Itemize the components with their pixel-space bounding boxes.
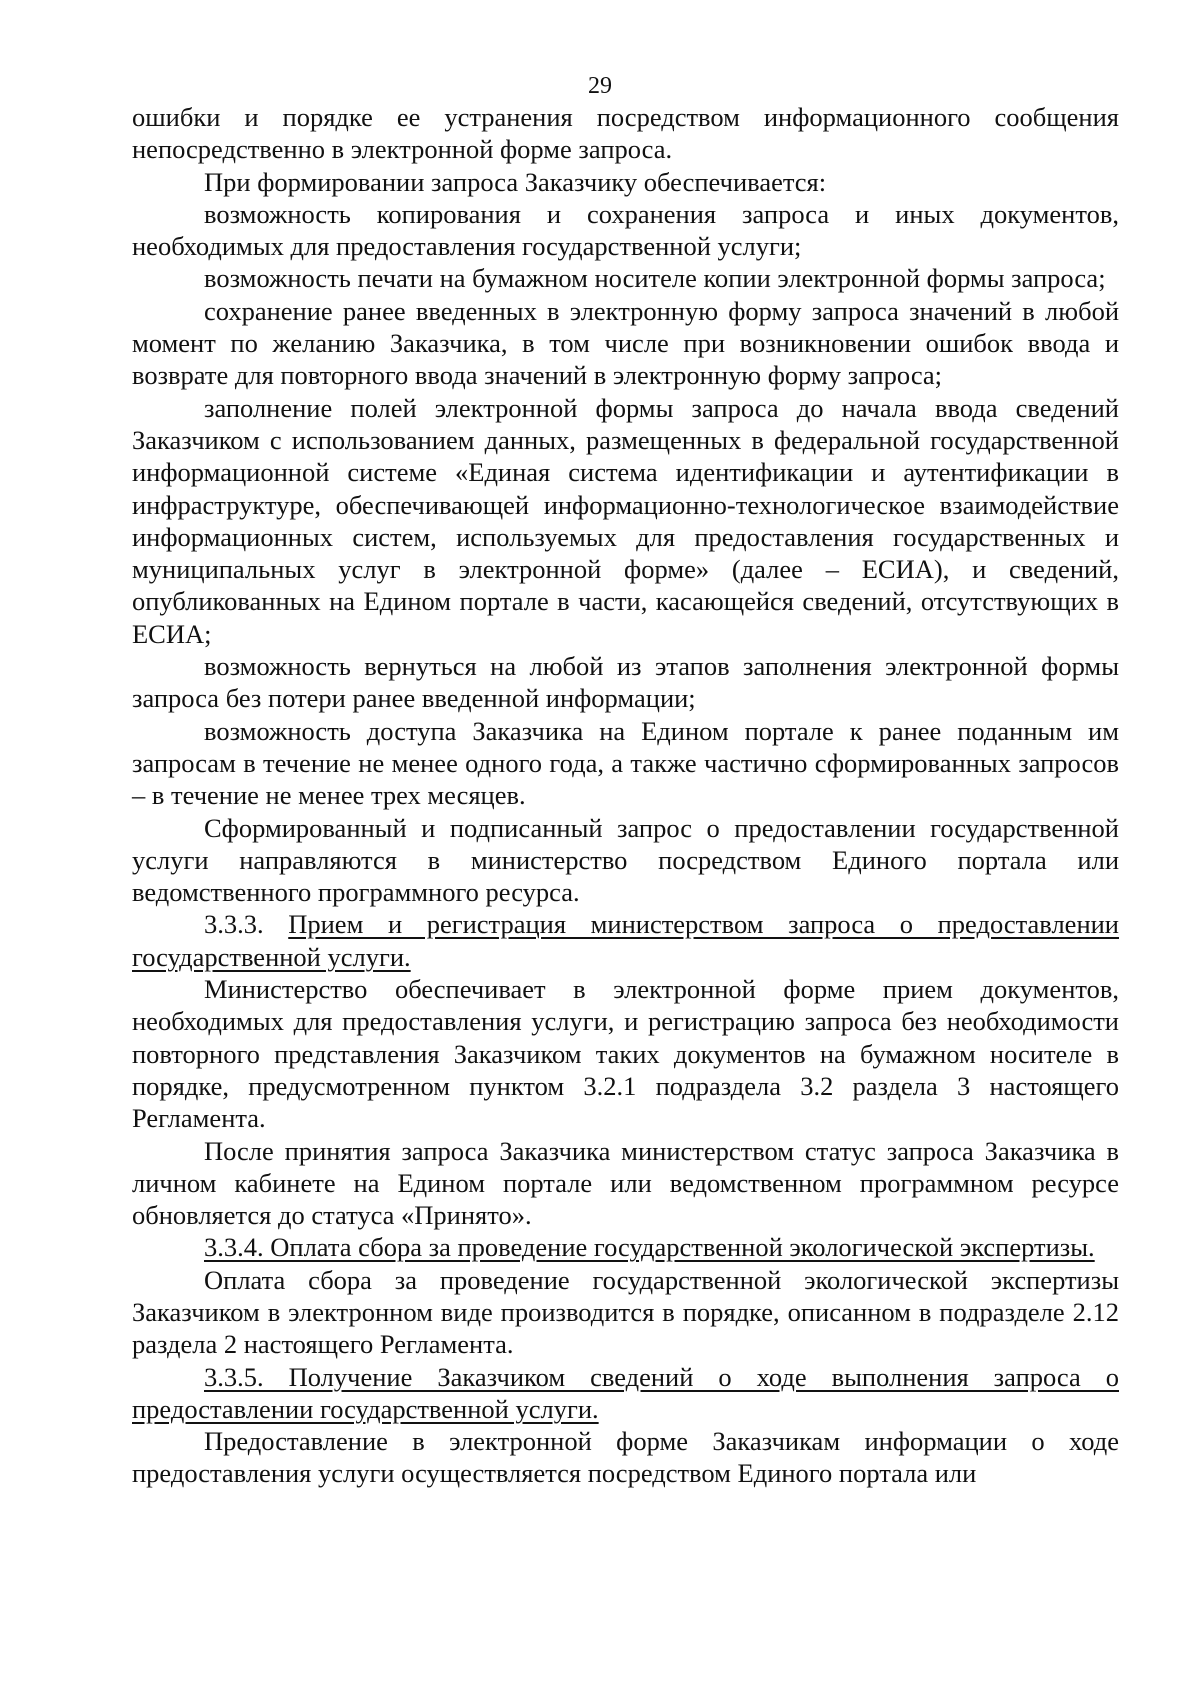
- paragraph-continuation: ошибки и порядке ее устранения посредством информационного сообщения непосредственно в электронной форме запроса.: [132, 102, 1119, 165]
- paragraph: При формировании запроса Заказчику обеспечивается:: [204, 166, 827, 197]
- paragraph: возможность доступа Заказчика на Едином портале к ранее поданным им запросам в течение не менее одного года, а также частично сформированных запросов – в течение не менее трех месяцев.: [132, 715, 1119, 811]
- section-title: Прием и регистрация министерством запроса о предоставлении государственной услуги.: [132, 909, 1119, 972]
- section-number: 3.3.3.: [204, 909, 264, 940]
- section-heading-3-3-3: [132, 908, 1119, 973]
- paragraph: возможность вернуться на любой из этапов заполнения электронной формы запроса без потери ранее введенной информации;: [132, 651, 1119, 714]
- paragraph: возможность печати на бумажном носителе копии электронной формы запроса;: [204, 263, 1106, 294]
- paragraph: Сформированный и подписанный запрос о предоставлении государственной услуги направляются в министерство посредством Единого портала или ведомственного программного ресурса.: [132, 812, 1119, 908]
- paragraph: Оплата сбора за проведение государственной экологической экспертизы Заказчиком в электронном виде производится в порядке, описанном в подразделе 2.12 раздела 2 настоящего Регламента.: [132, 1264, 1119, 1360]
- section-title: 3.3.4. Оплата сбора за проведение государственной экологической экспертизы.: [204, 1232, 1095, 1263]
- section-heading-3-3-4: [132, 1231, 1119, 1263]
- document-body: [132, 101, 1119, 1490]
- paragraph: сохранение ранее введенных в электронную форму запроса значений в любой момент по желанию Заказчика, в том числе при возникновении ошибок ввода и возврате для повторного ввода значений в электронную форму запроса;: [132, 295, 1119, 391]
- paragraph: Министерство обеспечивает в электронной форме прием документов, необходимых для предоставления услуги, и регистрацию запроса без необходимости повторного представления Заказчиком таких документов на бумажном носителе в порядке, предусмотренном пунктом 3.2.1 подраздела 3.2 раздела 3 настоящего Регламента.: [132, 974, 1119, 1134]
- paragraph: заполнение полей электронной формы запроса до начала ввода сведений Заказчиком с использованием данных, размещенных в федеральной государственной информационной системе «Единая система идентификации и аутентификации в инфраструктуре, обеспечивающей информационно-технологическое взаимодействие информационных систем, используемых для предоставления государственных и муниципальных услуг в электронной форме» (далее – ЕСИА), и сведений, опубликованных на Едином портале в части, касающейся сведений, отсутствующих в ЕСИА;: [132, 392, 1119, 649]
- paragraph: возможность копирования и сохранения запроса и иных документов, необходимых для предоставления государственной услуги;: [132, 198, 1119, 262]
- paragraph: Предоставление в электронной форме Заказчикам информации о ходе предоставления услуги осуществляется посредством Единого портала или: [132, 1426, 1119, 1489]
- paragraph: После принятия запроса Заказчика министерством статус запроса Заказчика в личном кабинете на Едином портале или ведомственном программном ресурсе обновляется до статуса «Принято».: [132, 1135, 1119, 1231]
- page-number: 29: [588, 73, 612, 99]
- section-title: 3.3.5. Получение Заказчиком сведений о ходе выполнения запроса о предоставлении государственной услуги.: [132, 1361, 1119, 1424]
- section-heading-3-3-5: [132, 1361, 1119, 1426]
